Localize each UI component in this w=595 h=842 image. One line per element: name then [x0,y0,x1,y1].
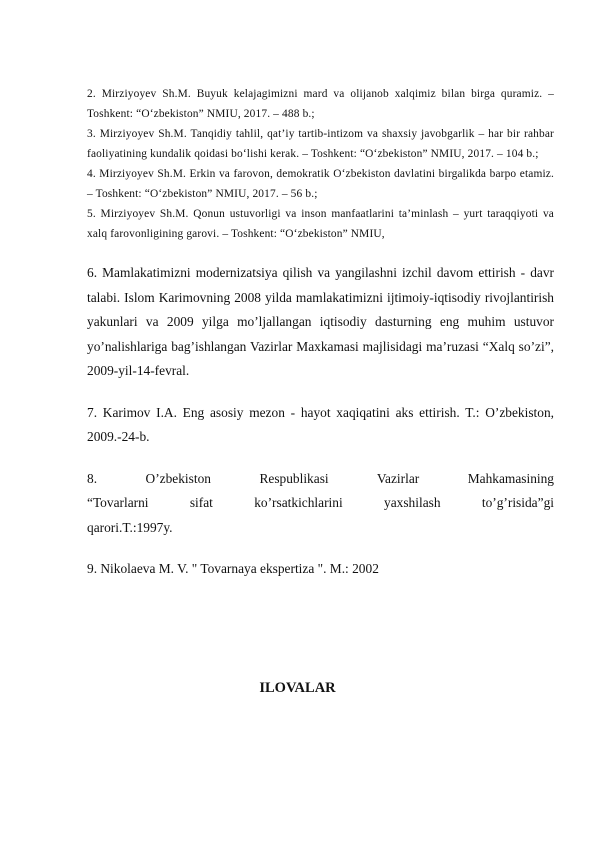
reference-item-7: 7. Karimov I.A. Eng asosiy mezon - hayot xaqiqatini aks ettirish. T.: O’zbekiston, 2009.-24-b. [87,404,554,444]
reference-item-3: 3. Mirziyoyev Sh.M. Tanqidiy tahlil, qat’iy tartib-intizom va shaxsiy javobgarlik – har bir rahbar faoliyatining kundalik qoidasi bo‘lishi kerak. – Toshkent: “O‘zbekiston” NMIU, 2017. – 104 b.; [87,128,554,160]
reference-item-8: 8. O’zbekiston Respublikasi Vazirlar Mahkamasining “Tovarlarni sifat ko’rsatkichlarini yaxshilash to’g’risida”gi qarori.T.:1997y. [87,470,554,535]
reference-item-9: 9. Nikolaeva M. V. " Tovarnaya ekspertiza ". M.: 2002 [87,561,379,576]
reference-item-5: 5. Mirziyoyev Sh.M. Qonun ustuvorligi va inson manfaatlarini ta’minlash – yurt taraqqiyoti va xalq farovonligining garovi. – Toshkent: “O‘zbekiston” NMIU, [87,208,554,240]
reference-item-2: 2. Mirziyoyev Sh.M. Buyuk kelajagimizni mard va olijanob xalqimiz bilan birga quramiz. – Toshkent: “O‘zbekiston” NMIU, 2017. – 488 b.; [87,88,554,120]
reference-list [87,84,554,582]
reference-item-4: 4. Mirziyoyev Sh.M. Erkin va farovon, demokratik O‘zbekiston davlatini birgalikda barpo etamiz. – Toshkent: “O‘zbekiston” NMIU, 2017. – 56 b.; [87,168,554,200]
reference-item-6: 6. Mamlakatimizni modernizatsiya qilish va yangilashni izchil davom ettirish - davr talabi. Islom Karimovning 2008 yilda mamlakatimizni ijtimoiy-iqtisodiy rivojlantirish yakunlari va 2009 yilga mo’ljallangan iqtisodiy dasturning eng muhim ustuvor yo’nalishlariga bag’ishlangan Vazirlar Maxkamasi majlisidagi ma’ruzasi “Xalq so’zi”, 2009-yil-14-fevral. [87,265,554,378]
section-heading: ILOVALAR [259,680,336,696]
